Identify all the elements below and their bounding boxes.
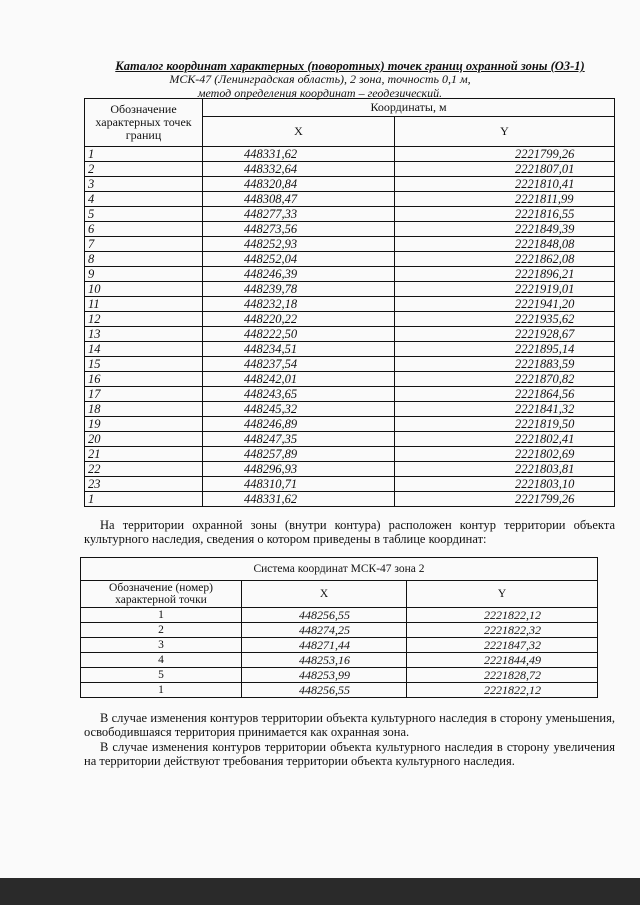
point-number: 9	[85, 267, 203, 282]
coord-y: 2221802,69	[395, 447, 615, 462]
point-number: 21	[85, 447, 203, 462]
coord-x: 448245,32	[203, 402, 395, 417]
table-row	[85, 192, 615, 207]
coord-y: 2221847,32	[407, 638, 598, 653]
point-number: 1	[85, 147, 203, 162]
point-number: 18	[85, 402, 203, 417]
coord-y: 2221807,01	[395, 162, 615, 177]
point-number: 14	[85, 342, 203, 357]
coord-y: 2221811,99	[395, 192, 615, 207]
point-number: 5	[85, 207, 203, 222]
coord-x: 448332,64	[203, 162, 395, 177]
coord-y: 2221822,12	[407, 608, 598, 623]
point-number: 2	[81, 623, 242, 638]
coord-y: 2221941,20	[395, 297, 615, 312]
table-row	[85, 402, 615, 417]
point-number: 19	[85, 417, 203, 432]
table-row	[81, 608, 598, 623]
coord-x: 448274,25	[242, 623, 407, 638]
table-row	[81, 653, 598, 668]
coord-y: 2221896,21	[395, 267, 615, 282]
coord-x: 448257,89	[203, 447, 395, 462]
header-x: X	[203, 117, 395, 147]
table-row	[85, 297, 615, 312]
coord-x: 448252,04	[203, 252, 395, 267]
point-number: 3	[81, 638, 242, 653]
contour-coordinates-table	[80, 557, 598, 698]
coord-y: 2221935,62	[395, 312, 615, 327]
contour-header-y: Y	[407, 581, 598, 608]
coord-x: 448220,22	[203, 312, 395, 327]
coord-x: 448331,62	[203, 492, 395, 507]
contour-header-x: X	[242, 581, 407, 608]
coord-y: 2221844,49	[407, 653, 598, 668]
table-row	[85, 387, 615, 402]
coord-y: 2221799,26	[395, 147, 615, 162]
table-row	[85, 177, 615, 192]
coord-y: 2221828,72	[407, 668, 598, 683]
point-number: 16	[85, 372, 203, 387]
coord-x: 448252,93	[203, 237, 395, 252]
coord-x: 448320,84	[203, 177, 395, 192]
point-number: 10	[85, 282, 203, 297]
point-number: 20	[85, 432, 203, 447]
coord-x: 448243,65	[203, 387, 395, 402]
coord-x: 448273,56	[203, 222, 395, 237]
coord-y: 2221919,01	[395, 282, 615, 297]
table-row	[81, 668, 598, 683]
table-row	[85, 462, 615, 477]
coord-x: 448331,62	[203, 147, 395, 162]
table-row	[85, 342, 615, 357]
coord-x: 448308,47	[203, 192, 395, 207]
coord-y: 2221841,32	[395, 402, 615, 417]
paragraph-increase: В случае изменения контуров территории объекта культурного наследия в сторону увеличения на территории действуют требования территории объекта культурного наследия.	[84, 740, 615, 768]
table-row	[81, 638, 598, 653]
catalog-subtitle-crs: МСК-47 (Ленинградская область), 2 зона, точность 0,1 м,	[169, 72, 471, 86]
table-row	[81, 623, 598, 638]
coord-x: 448253,16	[242, 653, 407, 668]
coord-x: 448256,55	[242, 683, 407, 698]
catalog-subtitle-method: метод определения координат – геодезический.	[197, 86, 443, 100]
paragraph-decrease: В случае изменения контуров территории объекта культурного наследия в сторону уменьшения, освободившаяся территория принимается как охранная зона.	[84, 711, 615, 739]
coord-y: 2221803,10	[395, 477, 615, 492]
coord-y: 2221799,26	[395, 492, 615, 507]
coord-y: 2221822,12	[407, 683, 598, 698]
table-row	[85, 417, 615, 432]
coord-x: 448234,51	[203, 342, 395, 357]
table-row	[85, 162, 615, 177]
table-row	[85, 312, 615, 327]
catalog-rows	[85, 147, 615, 507]
coord-y: 2221928,67	[395, 327, 615, 342]
coord-x: 448246,89	[203, 417, 395, 432]
catalog-title: Каталог координат характерных (поворотных) точек границ охранной зоны (ОЗ-1)	[115, 59, 585, 73]
table-row	[85, 492, 615, 507]
point-number: 8	[85, 252, 203, 267]
point-number: 22	[85, 462, 203, 477]
paragraph-intro: На территории охранной зоны (внутри контура) расположен контур территории объекта культурного наследия, сведения о котором приведены в таблице координат:	[84, 518, 615, 546]
coord-y: 2221870,82	[395, 372, 615, 387]
header-coordinates: Координаты, м	[203, 99, 615, 117]
coord-y: 2221802,41	[395, 432, 615, 447]
coord-x: 448310,71	[203, 477, 395, 492]
coord-y: 2221822,32	[407, 623, 598, 638]
table-row	[85, 267, 615, 282]
table-row	[85, 372, 615, 387]
coord-x: 448253,99	[242, 668, 407, 683]
coord-x: 448256,55	[242, 608, 407, 623]
header-y: Y	[395, 117, 615, 147]
table-row	[85, 327, 615, 342]
point-number: 1	[81, 683, 242, 698]
coord-y: 2221810,41	[395, 177, 615, 192]
point-number: 5	[81, 668, 242, 683]
point-number: 11	[85, 297, 203, 312]
header-point-label: Обозначение характерных точек границ	[85, 99, 203, 147]
point-number: 1	[85, 492, 203, 507]
coord-y: 2221849,39	[395, 222, 615, 237]
table-row	[85, 207, 615, 222]
table-row	[85, 357, 615, 372]
table-row	[85, 477, 615, 492]
coord-y: 2221862,08	[395, 252, 615, 267]
point-number: 4	[85, 192, 203, 207]
table-row	[85, 222, 615, 237]
point-number: 12	[85, 312, 203, 327]
contour-rows	[81, 558, 598, 698]
contour-system-label: Система координат МСК-47 зона 2	[81, 558, 598, 581]
coord-x: 448277,33	[203, 207, 395, 222]
table-row	[85, 282, 615, 297]
coord-y: 2221803,81	[395, 462, 615, 477]
coord-x: 448247,35	[203, 432, 395, 447]
coord-x: 448222,50	[203, 327, 395, 342]
table-row	[85, 432, 615, 447]
point-number: 1	[81, 608, 242, 623]
coord-x: 448239,78	[203, 282, 395, 297]
point-number: 17	[85, 387, 203, 402]
coord-y: 2221816,55	[395, 207, 615, 222]
coord-y: 2221895,14	[395, 342, 615, 357]
point-number: 3	[85, 177, 203, 192]
table-row	[85, 447, 615, 462]
coord-x: 448232,18	[203, 297, 395, 312]
coord-x: 448242,01	[203, 372, 395, 387]
table-row	[85, 252, 615, 267]
coord-x: 448271,44	[242, 638, 407, 653]
table-row	[85, 147, 615, 162]
point-number: 13	[85, 327, 203, 342]
point-number: 7	[85, 237, 203, 252]
point-number: 6	[85, 222, 203, 237]
point-number: 2	[85, 162, 203, 177]
coord-y: 2221883,59	[395, 357, 615, 372]
point-number: 15	[85, 357, 203, 372]
contour-header-point: Обозначение (номер) характерной точки	[81, 581, 242, 608]
table-row	[85, 237, 615, 252]
coord-x: 448237,54	[203, 357, 395, 372]
point-number: 23	[85, 477, 203, 492]
coord-y: 2221848,08	[395, 237, 615, 252]
point-number: 4	[81, 653, 242, 668]
coord-x: 448296,93	[203, 462, 395, 477]
table-row	[81, 683, 598, 698]
coord-y: 2221819,50	[395, 417, 615, 432]
coord-y: 2221864,56	[395, 387, 615, 402]
coord-x: 448246,39	[203, 267, 395, 282]
catalog-coordinates-table	[84, 98, 615, 507]
